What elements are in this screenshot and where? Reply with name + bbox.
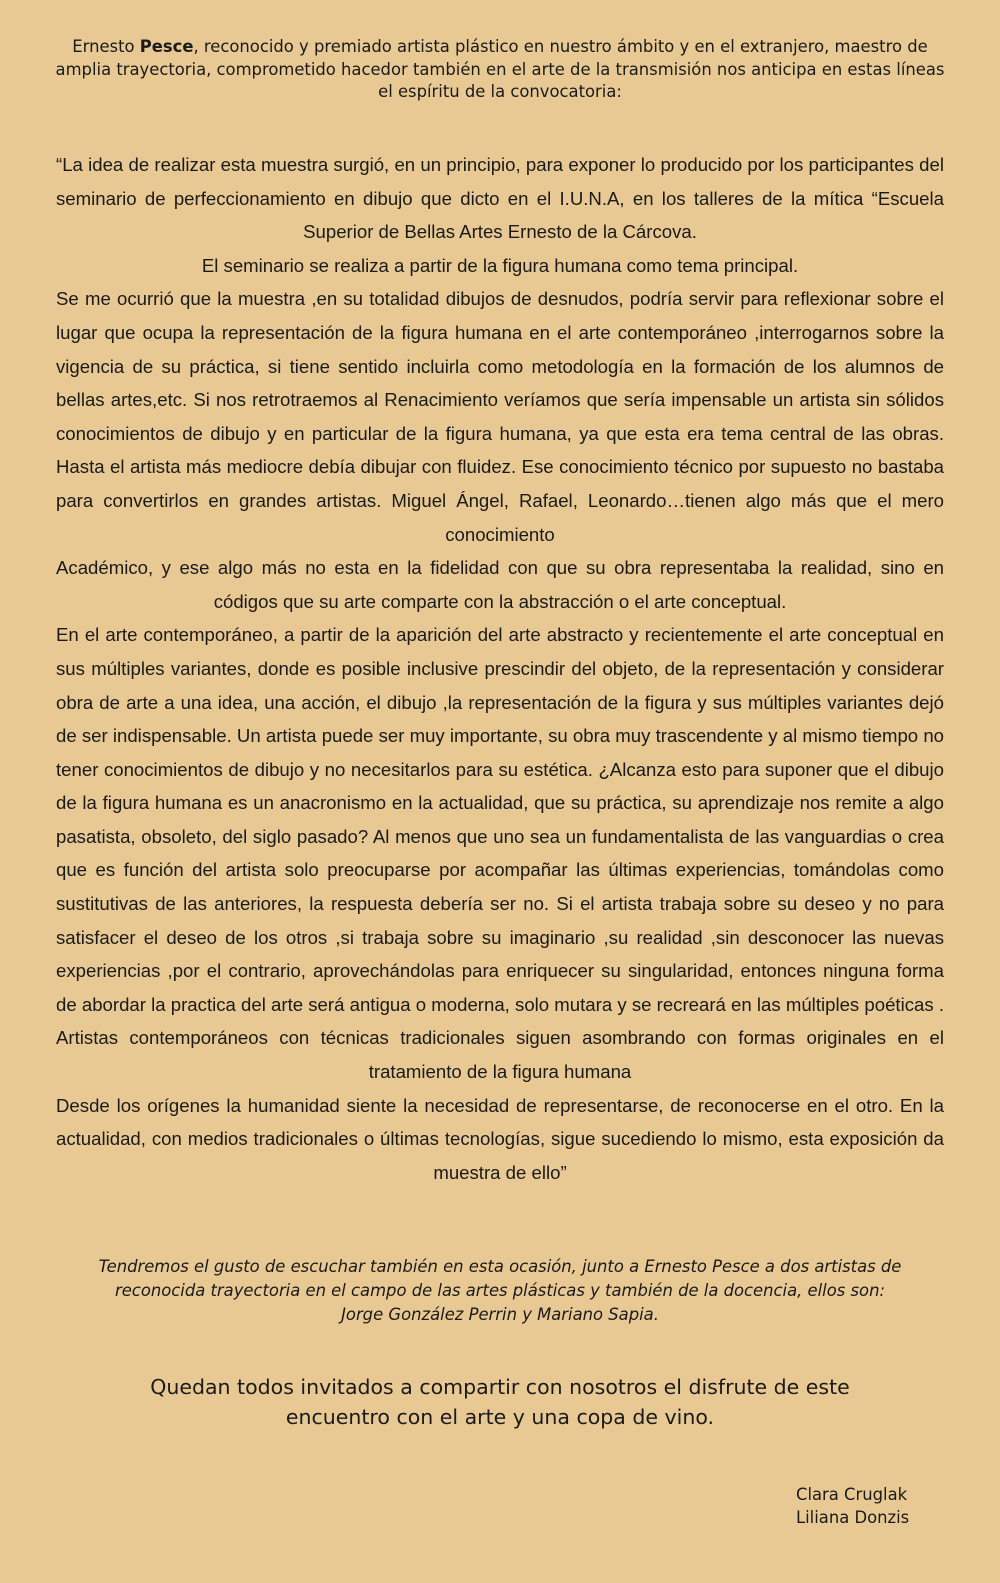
artist-quote	[56, 148, 944, 1189]
quote-paragraph: Desde los orígenes la humanidad siente la necesidad de representarse, de reconocerse en el otro. En la actualidad, con medios tradicionales o últimas tecnologías, sigue sucediendo lo mismo, esta exposición da muestra de ello”	[56, 1094, 944, 1183]
quote-paragraph: “La idea de realizar esta muestra surgió, en un principio, para exponer lo producido por los participantes del seminario de perfeccionamiento en dibujo que dicto en el I.U.N.A, en los talleres de la mítica “Escuela Superior de Bellas Artes Ernesto de la Cárcova.	[56, 154, 944, 243]
signature-name: Liliana Donzis	[796, 1508, 910, 1527]
closing-line: Quedan todos invitados a compartir con nosotros el disfrute de este	[150, 1375, 850, 1399]
guest-speakers-note	[60, 1255, 940, 1327]
quote-paragraph: Se me ocurrió que la muestra ,en su totalidad dibujos de desnudos, podría servir para reflexionar sobre el lugar que ocupa la representación de la figura humana en el arte contemporáneo ,interrogarnos sobre la vigencia de su práctica, si tiene sentido incluirla como metodología en la formación de los alumnos de bellas artes,etc. Si nos retrotraemos al Renacimiento veríamos que sería impensable un artista sin sólidos conocimientos de dibujo y en particular de la figura humana, ya que esta era tema central de las obras. Hasta el artista más mediocre debía dibujar con fluidez. Ese conocimiento técnico por supuesto no bastaba para convertirlos en grandes artistas. Miguel Ángel, Rafael, Leonardo…tienen algo más que el mero conocimiento	[56, 288, 944, 545]
author-surname: Pesce	[139, 37, 194, 56]
intro-text: , reconocido y premiado artista plástico en nuestro ámbito y en el extranjero, maestro de amplia trayectoria, comprometido hacedor también en el arte de la transmisión nos anticipa en estas líneas el espíritu de la convocatoria:	[55, 37, 945, 101]
closing-line: encuentro con el arte y una copa de vino.	[285, 1405, 715, 1429]
signatures	[796, 1483, 986, 1529]
invitation-line: reconocida trayectoria en el campo de las artes plásticas y también de la docencia, ellos son:	[114, 1281, 885, 1300]
invitation-line: Tendremos el gusto de escuchar también en esta ocasión, junto a Ernesto Pesce a dos artistas de	[98, 1257, 902, 1276]
signature-name: Clara Cruglak	[796, 1485, 908, 1504]
intro-paragraph	[55, 36, 945, 104]
closing-invitation	[100, 1372, 900, 1432]
quote-paragraph: El seminario se realiza a partir de la figura humana como tema principal.	[201, 254, 799, 276]
quote-paragraph: En el arte contemporáneo, a partir de la aparición del arte abstracto y recientemente el arte conceptual en sus múltiples variantes, donde es posible inclusive prescindir del objeto, de la representación y considerar obra de arte a una idea, una acción, el dibujo ,la representación de la figura y sus múltiples variantes dejó de ser indispensable. Un artista puede ser muy importante, su obra muy trascendente y al mismo tiempo no tener conocimientos de dibujo y no necesitarlos para su estética. ¿Alcanza esto para suponer que el dibujo de la figura humana es un anacronismo en la actualidad, que su práctica, su aprendizaje nos remite a algo pasatista, obsoleto, del siglo pasado? Al menos que uno sea un fundamentalista de las vanguardias o crea que es función del artista solo preocuparse por acompañar las últimas experiencias, tomándolas como sustitutivas de las anteriores, la respuesta debería ser no. Si el artista trabaja sobre su deseo y no para satisfacer el deseo de los otros ,si trabaja sobre su imaginario ,su realidad ,sin desconocer las nuevas experiencias ,por el contrario, aprovechándolas para enriquecer su singularidad, entonces ninguna forma de abordar la practica del arte será antigua o moderna, solo mutara y se recreará en las múltiples poéticas . Artistas contemporáneos con técnicas tradicionales siguen asombrando con formas originales en el tratamiento de la figura humana	[56, 624, 944, 1083]
quote-paragraph: Académico, y ese algo más no esta en la fidelidad con que su obra representaba la realidad, sino en códigos que su arte comparte con la abstracción o el arte conceptual.	[56, 557, 944, 612]
invitation-line: Jorge González Perrin y Mariano Sapia.	[341, 1305, 659, 1324]
author-first-name: Ernesto	[72, 37, 135, 56]
